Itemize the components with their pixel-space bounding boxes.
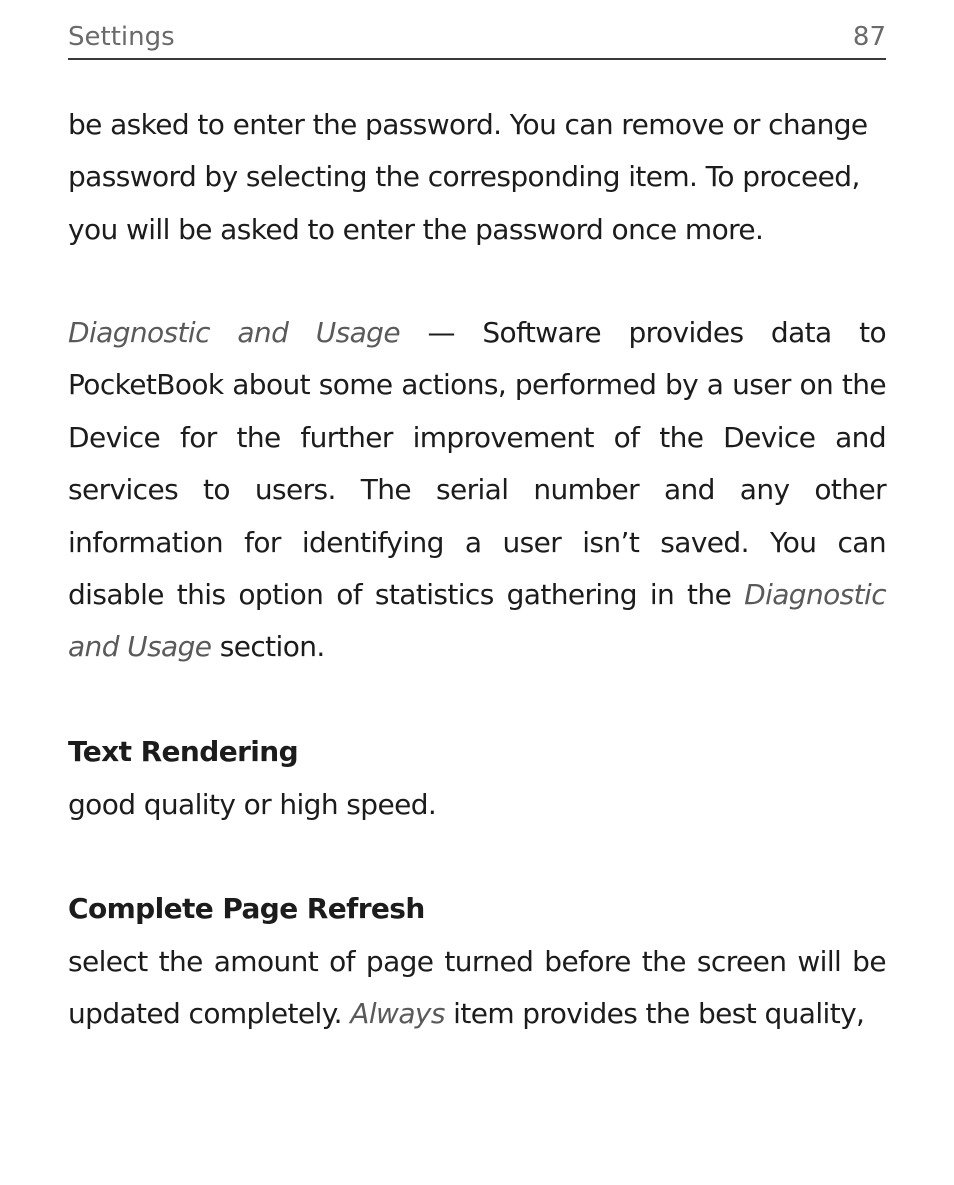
paragraph-complete-refresh xyxy=(68,936,886,1041)
page-number: 87 xyxy=(852,22,886,52)
heading-complete-page-refresh: Complete Page Refresh xyxy=(68,892,425,925)
running-header xyxy=(68,0,886,60)
section-reference: Diagnostic and Usage xyxy=(68,578,886,664)
term-always: Always xyxy=(350,997,445,1031)
paragraph-password xyxy=(68,99,886,256)
paragraph-tail: item provides the best quality, xyxy=(444,997,865,1031)
document-page xyxy=(68,0,886,1031)
paragraph-text: select the amount of page turned before the screen will be updated completely. xyxy=(68,945,886,1031)
paragraph-diagnostic-usage xyxy=(68,307,886,674)
paragraph-text: — Software provides data to PocketBook about some actions, performed by a user on the Device for the further improvement of the Device and services to users. The serial number and any other information for identifying a user isn’t saved. You can disable this option of statistics gathering in the xyxy=(68,316,886,612)
paragraph-text-rendering xyxy=(68,779,886,831)
term-diagnostic-and-usage: Diagnostic and Usage xyxy=(68,316,400,349)
section-title: Settings xyxy=(68,22,175,52)
paragraph-body xyxy=(68,936,886,1041)
paragraph-body xyxy=(68,307,886,674)
paragraph-tail: section. xyxy=(211,630,325,664)
heading-text-rendering-block xyxy=(68,726,886,778)
heading-text-rendering: Text Rendering xyxy=(68,735,299,768)
heading-complete-refresh-block xyxy=(68,883,886,935)
paragraph-text: be asked to enter the password. You can remove or change password by selecting the corresponding item. To proceed, you will be asked to enter the password once more. xyxy=(68,108,868,246)
paragraph-text: good quality or high speed. xyxy=(68,788,437,821)
